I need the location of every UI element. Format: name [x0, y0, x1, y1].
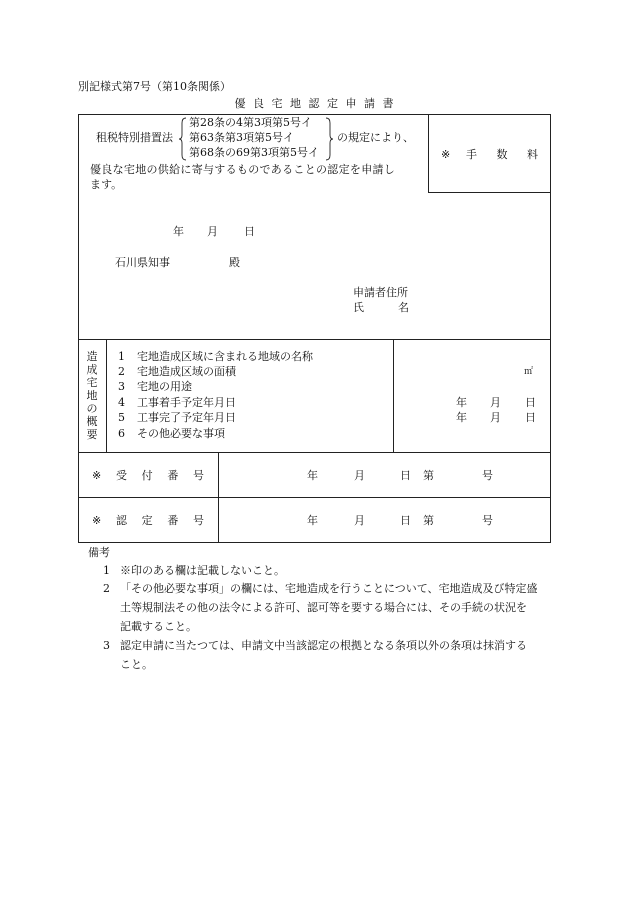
provision-suffix: の規定により、 — [337, 131, 414, 144]
article-option-2: 第63条第3項第5号イ — [189, 131, 294, 144]
fee-label-char: 数 — [496, 148, 508, 161]
applicant-name-label-1: 氏 — [353, 301, 364, 314]
certification-day-label: 日 — [400, 514, 411, 527]
start-month-label: 月 — [490, 396, 501, 409]
certification-month-label: 月 — [354, 514, 365, 527]
certification-go-label: 号 — [482, 514, 493, 527]
receipt-dai-label: 第 — [423, 469, 434, 482]
certification-label-char: 定 — [141, 514, 153, 527]
certification-mark: ※ — [92, 514, 102, 527]
right-brace-icon — [324, 117, 334, 161]
note-num: 2 — [103, 582, 110, 595]
overview-item-label: その他必要な事項 — [137, 427, 225, 440]
receipt-mark: ※ — [92, 469, 102, 482]
date-year-label: 年 — [173, 225, 184, 238]
fee-label-char: 料 — [527, 148, 538, 161]
area-unit: ㎡ — [524, 367, 534, 377]
statement-line-2: ます。 — [90, 178, 123, 191]
overview-side-label: 造成宅地の概要 — [86, 350, 98, 441]
overview-item-label: 宅地の用途 — [137, 380, 192, 393]
start-day-label: 日 — [525, 396, 536, 409]
receipt-day-label: 日 — [400, 469, 411, 482]
receipt-label-char: 号 — [192, 469, 204, 482]
note-line: 認定申請に当たつては、申請文中当該認定の根拠となる条項以外の条項は抹消する — [120, 639, 527, 652]
overview-item-num: 6 — [118, 427, 125, 440]
receipt-go-label: 号 — [482, 469, 493, 482]
overview-item-num: 4 — [118, 396, 125, 409]
note-line: 記載すること。 — [120, 620, 197, 633]
statement-line-1: 優良な宅地の供給に寄与するものであることの認定を申請し — [90, 163, 396, 176]
fee-label — [466, 148, 538, 162]
honorific: 殿 — [229, 256, 240, 269]
certification-label-char: 号 — [192, 514, 204, 527]
overview-item-num: 3 — [118, 380, 125, 393]
date-day-label: 日 — [244, 225, 255, 238]
overview-item-num: 5 — [118, 411, 125, 424]
receipt-year-label: 年 — [307, 469, 318, 482]
note-line: ※印のある欄は記載しないこと。 — [120, 564, 285, 577]
applicant-name-label-2: 名 — [398, 301, 409, 314]
overview-item-label: 宅地造成区域の面積 — [137, 365, 236, 378]
certification-number-label — [116, 514, 204, 528]
certification-label-char: 認 — [116, 514, 127, 527]
receipt-number-label — [116, 469, 204, 483]
note-num: 1 — [103, 564, 110, 577]
overview-item-label: 宅地造成区域に含まれる地域の名称 — [137, 350, 313, 363]
article-option-3: 第68条の69第3項第5号イ — [189, 146, 319, 159]
fee-label-char: 手 — [466, 148, 477, 161]
end-year-label: 年 — [456, 411, 467, 424]
note-num: 3 — [103, 639, 110, 652]
overview-item-num: 1 — [118, 350, 125, 363]
end-month-label: 月 — [490, 411, 501, 424]
overview-item-label: 工事着手予定年月日 — [137, 396, 236, 409]
date-month-label: 月 — [207, 225, 218, 238]
receipt-month-label: 月 — [354, 469, 365, 482]
start-year-label: 年 — [456, 396, 467, 409]
receipt-label-char: 番 — [167, 469, 179, 482]
end-day-label: 日 — [525, 411, 536, 424]
form-number: 別記様式第7号（第10条関係） — [78, 80, 231, 93]
certification-label-char: 番 — [167, 514, 179, 527]
receipt-label-char: 付 — [141, 469, 153, 482]
addressee: 石川県知事 — [115, 256, 170, 269]
certification-dai-label: 第 — [423, 514, 434, 527]
article-option-1: 第28条の4第3項第5号イ — [189, 116, 312, 129]
left-brace-icon — [178, 117, 188, 161]
overview-item-label: 工事完了予定年月日 — [137, 411, 236, 424]
page-title: 優 良 宅 地 認 定 申 請 書 — [234, 97, 396, 110]
note-line: 「その他必要な事項」の欄には、宅地造成を行うことについて、宅地造成及び特定盛 — [120, 582, 538, 595]
receipt-label-char: 受 — [116, 469, 127, 482]
overview-item-num: 2 — [118, 365, 125, 378]
note-line: 土等規制法その他の法令による許可、認可等を要する場合には、その手続の状況を — [120, 601, 527, 614]
applicant-address-label: 申請者住所 — [353, 286, 408, 299]
fee-mark: ※ — [441, 148, 451, 161]
certification-year-label: 年 — [307, 514, 318, 527]
notes-heading: 備考 — [88, 546, 110, 559]
note-line: こと。 — [120, 658, 153, 671]
law-name: 租税特別措置法 — [96, 131, 173, 144]
